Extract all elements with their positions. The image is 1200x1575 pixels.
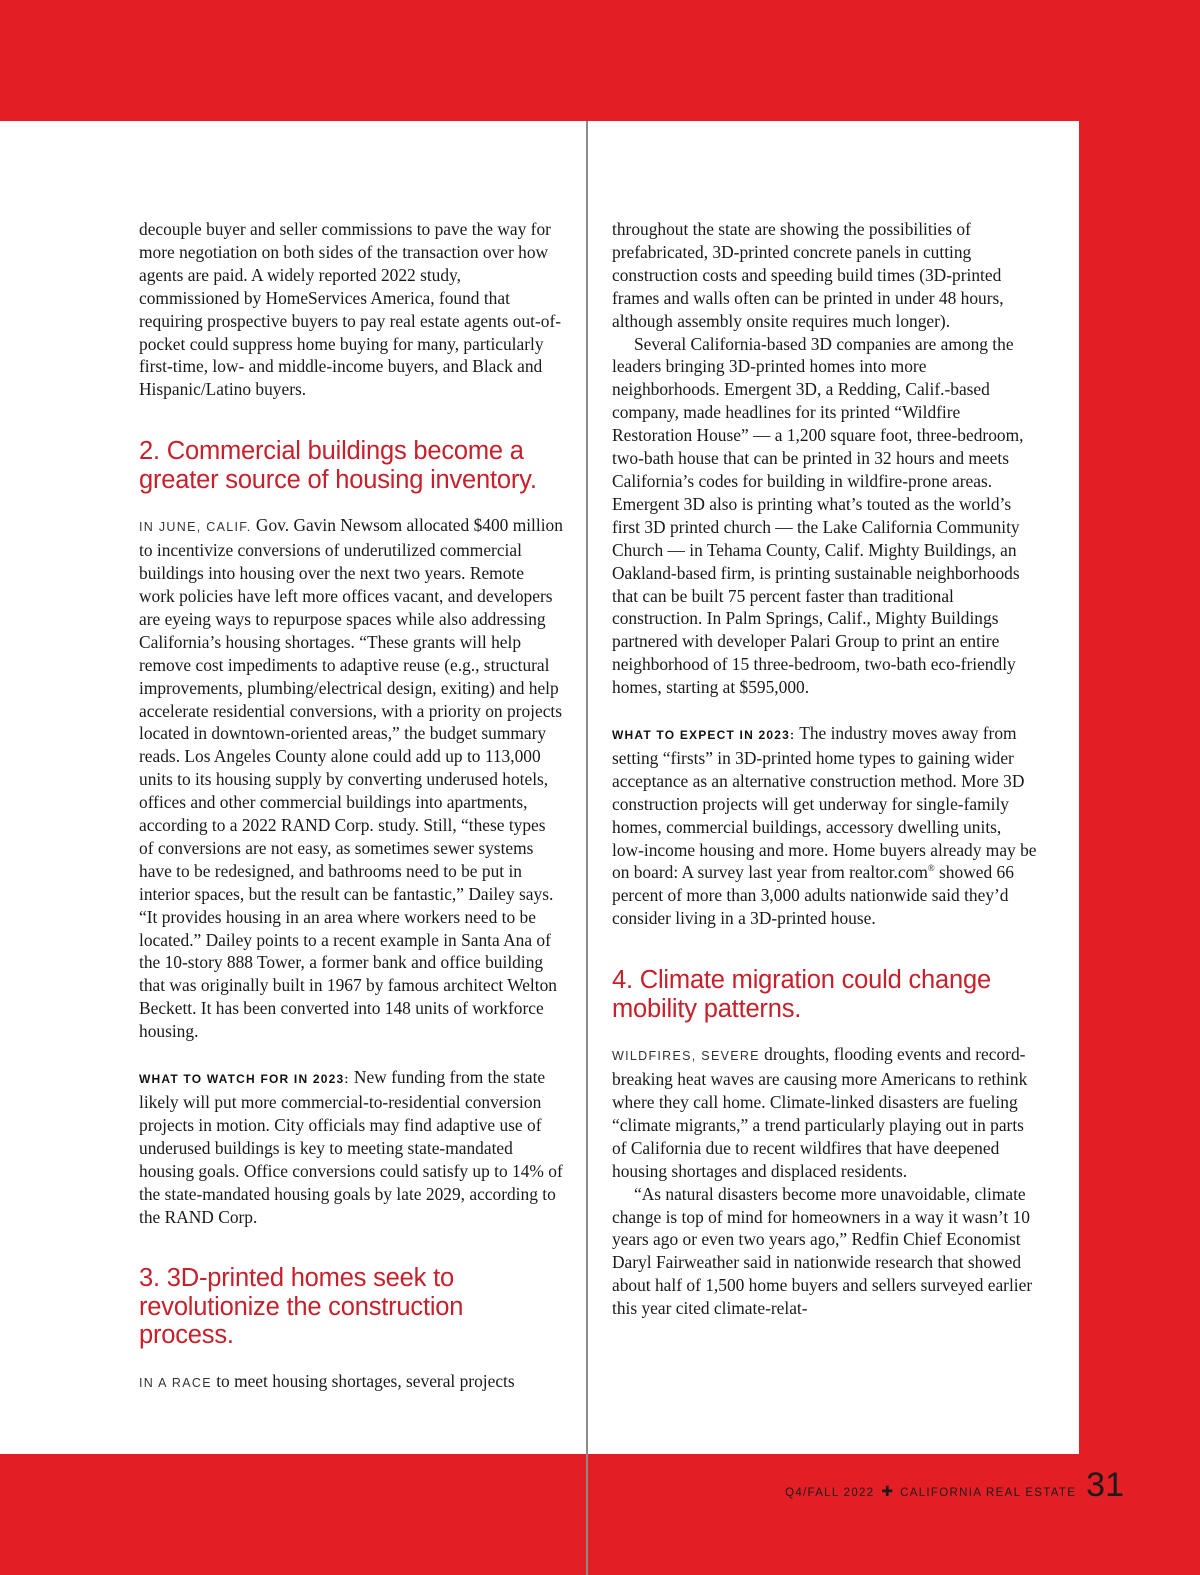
left-column <box>139 218 564 1395</box>
section-4-paragraph <box>612 1043 1037 1182</box>
continued-paragraph: throughout the state are showing the possibilities of prefabricated, 3D-printed concrete panels in cutting construction costs and speeding build times (3D-printed frames and walls often can be printed in under 48 hours, although assembly onsite requires much longer). <box>612 219 1004 331</box>
watch-for-kicker: WHAT TO WATCH FOR IN 2023: <box>139 1072 350 1087</box>
expect-body-b: showed 66 percent of more than 3,000 adults nationwide said they’d consider living in a 3D-printed house. <box>612 862 1014 929</box>
section-3-paragraph <box>139 1370 564 1395</box>
section-2-body: Gov. Gavin Newsom allocated $400 million to incentivize conversions of underutilized commercial buildings into housing over the next two years. Remote work policies have left more offices vacant, and developers are eyeing ways to repurpose spaces while also addressing California’s housing shortages. “These grants will help remove cost impediments to adaptive reuse (e.g., structural improvements, plumbing/electrical design, exiting) and help accelerate residential conversions, with a priority on projects located in downtown-oriented areas,” the budget summary reads. Los Angeles County alone could add up to 113,000 units to its housing supply by converting underused hotels, offices and other commercial buildings into apartments, according to a 2022 RAND Corp. study. Still, “these types of conversions are not easy, as sometimes sewer systems have to be redesigned, and bathrooms need to be put in interior spaces, but the result can be fantastic,” Dailey says. “It provides housing in an area where workers need to be located.” Dailey points to a recent example in Santa Ana of the 10-story 888 Tower, a former bank and office building that was originally built in 1967 by famous architect Welton Beckett. It has been converted into 148 units of workforce housing. <box>139 515 563 1042</box>
column-divider <box>586 121 588 1575</box>
page-footer <box>785 1468 1124 1502</box>
section-2-heading: 2. Commercial buildings become a greater source of housing inventory. <box>139 437 537 494</box>
companies-paragraph: Several California-based 3D companies are among the leaders bringing 3D-printed homes into more neighborhoods. Emergent 3D, a Redding, Calif.-based company, made headlines for its printed “Wildfire Restoration House” — a 1,200 square foot, three-bedroom, two-bath house that can be printed in 32 hours and meets California’s codes for building in wildfire-prone areas. Emergent 3D also is printing what’s touted as the world’s first 3D printed church — the Lake California Community Church — in Tehama County, Calif. Mighty Buildings, an Oakland-based firm, is printing sustainable neighborhoods that can be built 75 percent faster than traditional construction. In Palm Springs, Calif., Mighty Buildings partnered with developer Palari Group to print an entire neighborhood of 15 three-bedroom, two-bath eco-friendly homes, starting at $595,000. <box>612 333 1024 698</box>
section-4-heading: 4. Climate migration could change mobility patterns. <box>612 966 991 1023</box>
section-4-paragraph-2: “As natural disasters become more unavoidable, climate change is top of mind for homeowners in a way it wasn’t 10 years ago or even two years ago,” Redfin Chief Economist Daryl Fairweather said in nationwide research that showed about half of 1,500 home buyers and sellers surveyed earlier this year cited climate-relat- <box>612 1183 1033 1319</box>
watch-for-paragraph <box>139 1066 564 1228</box>
issue-label: Q4/FALL 2022 <box>785 1487 875 1499</box>
section-4-lead-in: WILDFIRES, SEVERE <box>612 1049 760 1064</box>
expect-body-a: The industry moves away from setting “firsts” in 3D-printed home types to gaining wider acceptance as an alternative construction method. More 3D construction projects will get underway for single-family homes, commercial buildings, accessory dwelling units, low-income housing and more. Home buyers already may be on board: A survey last year from realtor.com <box>612 723 1037 883</box>
section-2-lead-in: IN JUNE, CALIF. <box>139 520 252 535</box>
cross-separator-icon: ✚ <box>881 1484 894 1500</box>
section-2-paragraph <box>139 514 564 1043</box>
watch-for-body: New funding from the state likely will put more commercial-to-residential conversion projects in motion. City officials may find adaptive use of underused buildings is key to meeting state-mandated housing goals. Office conversions could satisfy up to 14% of the state-mandated housing goals by late 2029, according to the RAND Corp. <box>139 1067 563 1227</box>
footer-issue <box>785 1487 874 1499</box>
expect-kicker: WHAT TO EXPECT IN 2023: <box>612 728 796 743</box>
intro-paragraph: decouple buyer and seller commissions to pave the way for more negotiation on both sides of the transaction over how agents are paid. A widely reported 2022 study, commissioned by HomeServices America, found that requiring prospective buyers to pay real estate agents out-of-pocket could suppress home buying for many, particularly first-time, low- and middle-income buyers, and Black and Hispanic/Latino buyers. <box>139 219 562 400</box>
publication-label: CALIFORNIA REAL ESTATE <box>900 1487 1077 1499</box>
expect-paragraph <box>612 722 1037 930</box>
right-column <box>612 218 1037 1320</box>
section-3-lead-in: IN A RACE <box>139 1375 212 1390</box>
section-3-body: to meet housing shortages, several projects <box>211 1370 515 1391</box>
footer-publication <box>900 1487 1076 1499</box>
section-3-heading: 3. 3D-printed homes seek to revolutionize the construction process. <box>139 1264 464 1350</box>
page-number: 31 <box>1086 1466 1124 1504</box>
registered-mark: ® <box>927 863 935 874</box>
section-4-body: droughts, flooding events and record-breaking heat waves are causing more Americans to rethink where they call home. Climate-linked disasters are fueling “climate migrants,” a trend particularly playing out in parts of California due to recent wildfires that have deepened housing shortages and displaced residents. <box>612 1044 1028 1181</box>
